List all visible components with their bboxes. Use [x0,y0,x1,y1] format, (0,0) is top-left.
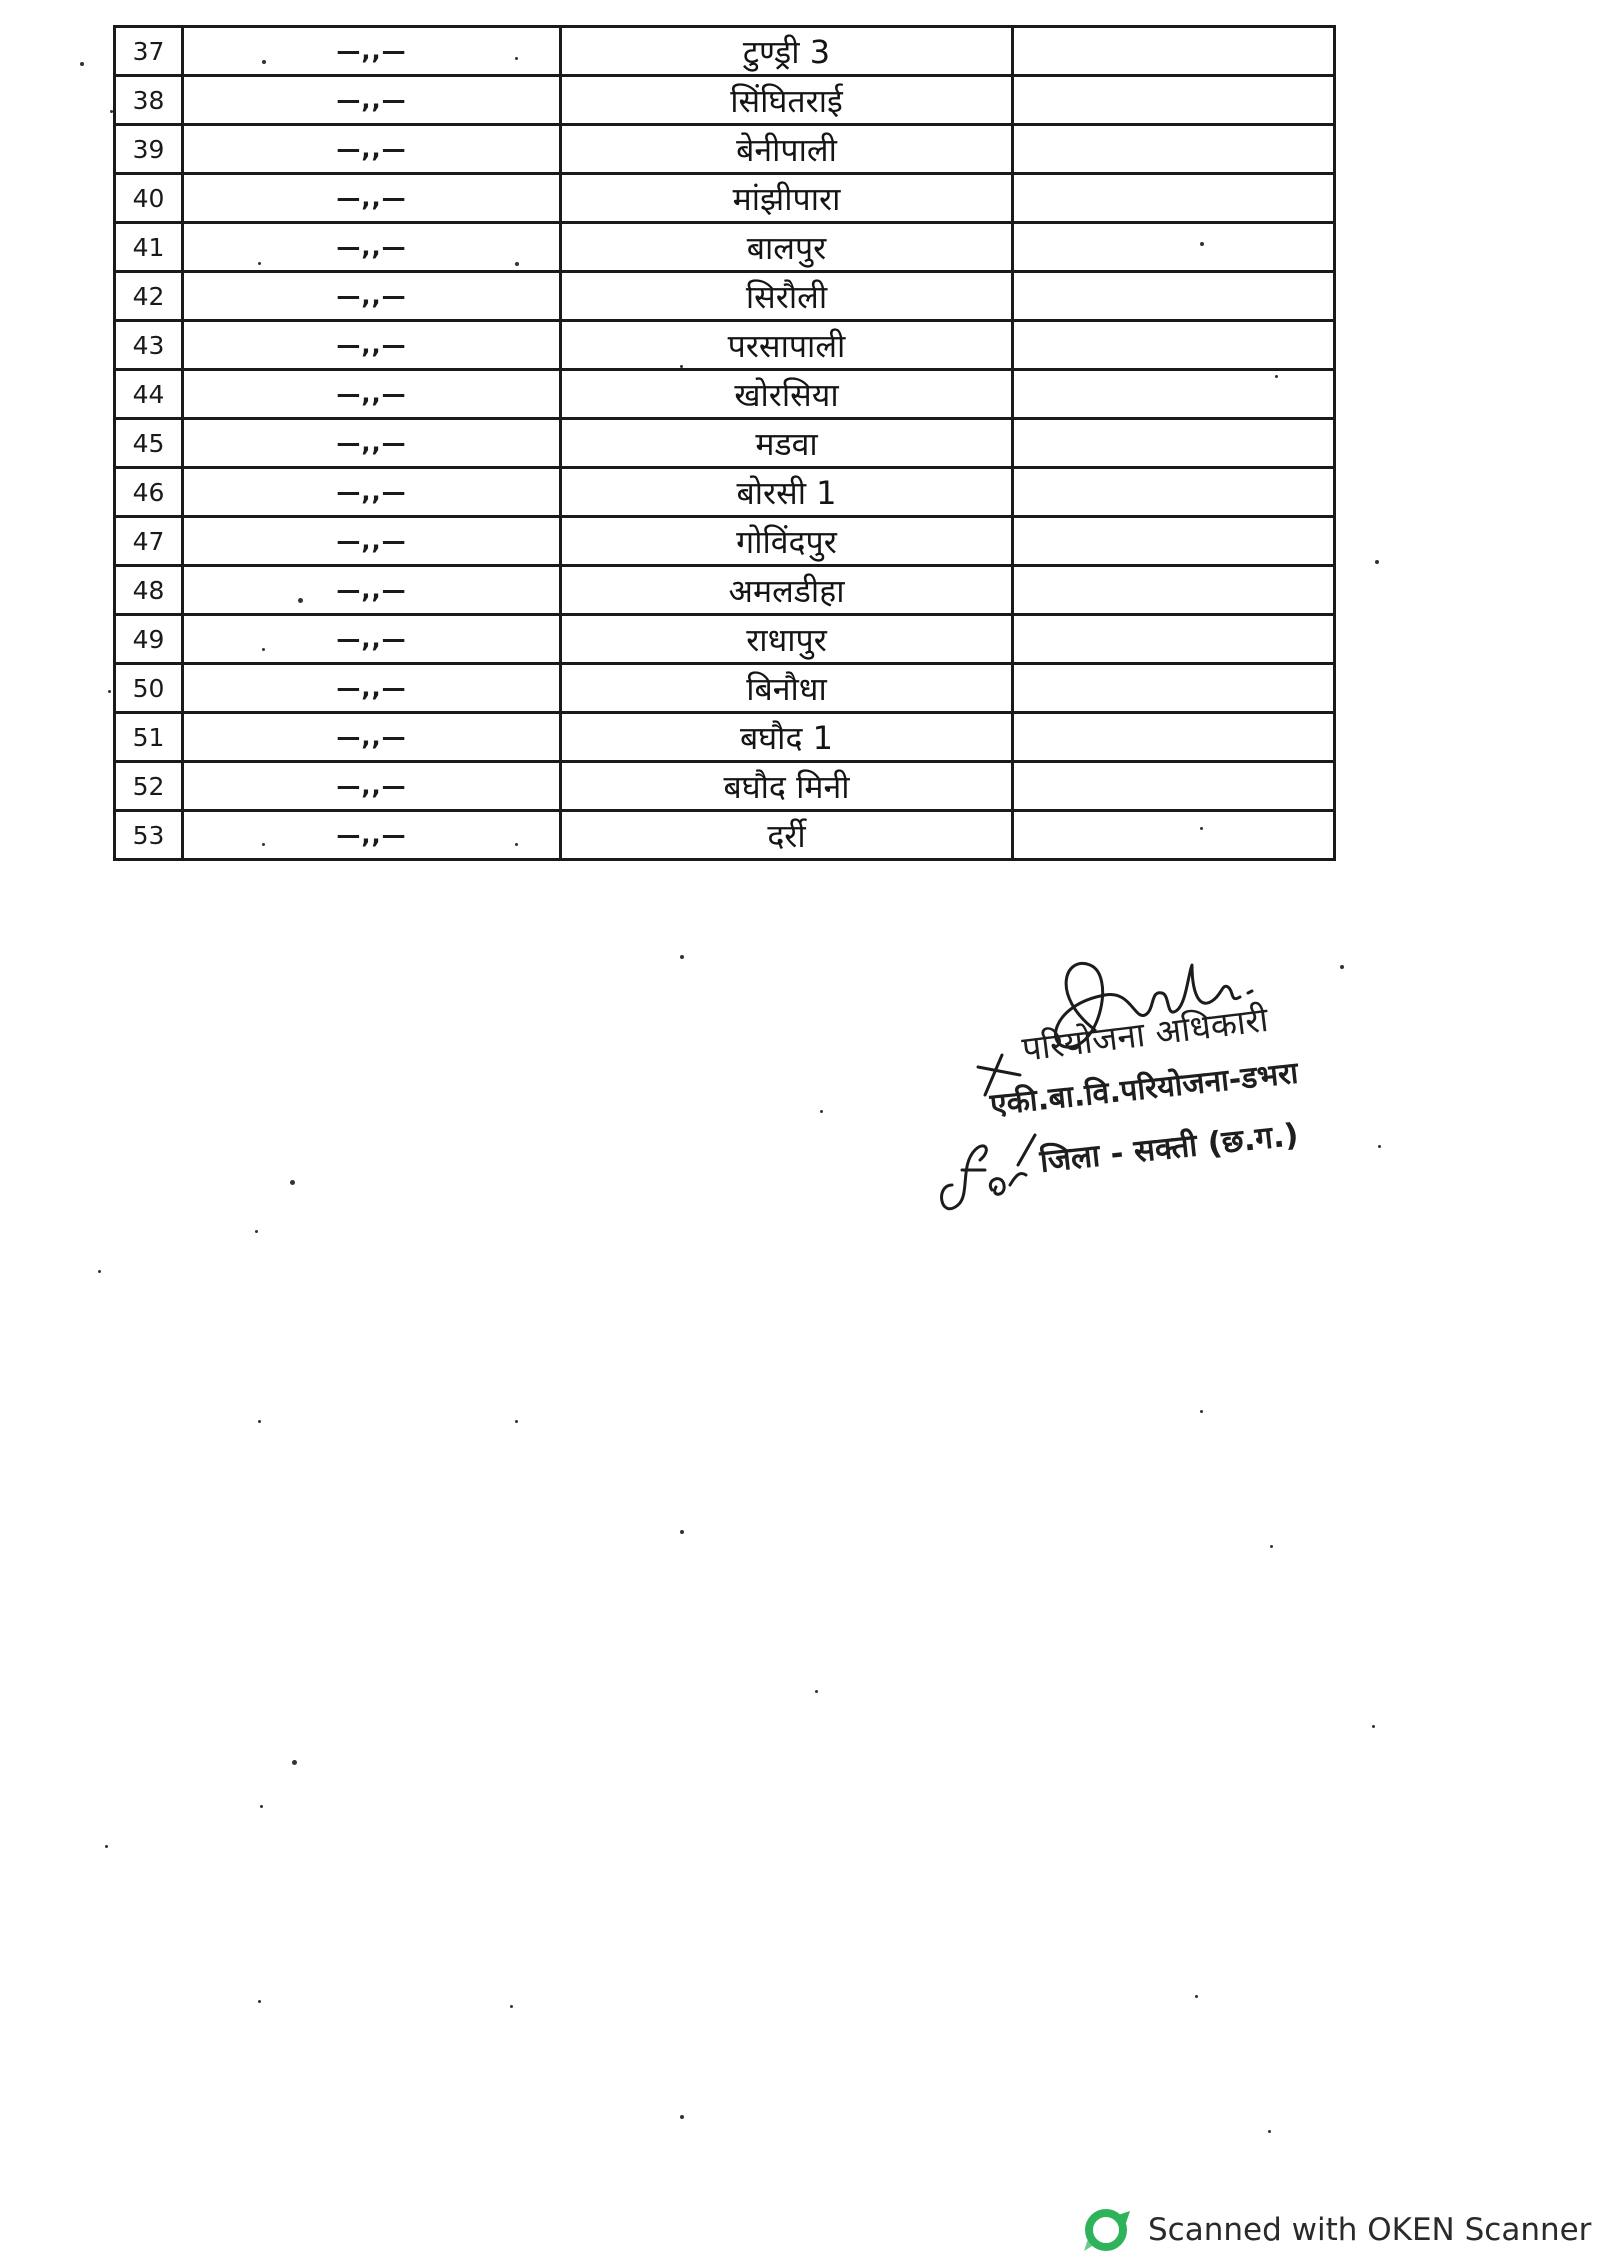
empty-cell [1013,27,1335,76]
table-row [115,272,1335,321]
serial-number: 53 [132,820,165,850]
ditto-mark: —,,— [336,135,407,163]
ditto-mark: —,,— [336,331,407,359]
empty-cell [1013,321,1335,370]
ditto-cell [183,174,561,223]
serial-number: 51 [132,722,165,752]
serial-number-cell [115,419,183,468]
ditto-cell [183,664,561,713]
table-row [115,664,1335,713]
table-row [115,517,1335,566]
table-row [115,223,1335,272]
village-name-cell [561,223,1013,272]
village-name-cell [561,811,1013,860]
table-row [115,566,1335,615]
empty-cell [1013,762,1335,811]
village-name-cell [561,566,1013,615]
scan-speck [80,62,84,66]
ditto-cell [183,713,561,762]
scan-speck [680,955,684,959]
serial-number: 46 [132,477,165,507]
ditto-cell [183,321,561,370]
village-name: परसापाली [727,326,846,365]
village-name-cell [561,517,1013,566]
village-name: बिनौधा [746,669,827,708]
serial-number-cell [115,370,183,419]
serial-number-cell [115,27,183,76]
ditto-mark: —,,— [336,674,407,702]
scan-speck [262,843,265,846]
serial-number: 43 [132,330,165,360]
oken-scanner-logo-icon [1082,2207,1134,2253]
scanner-watermark [1082,2205,1591,2255]
village-name: मडवा [755,424,818,463]
ditto-mark: —,,— [336,625,407,653]
empty-cell [1013,370,1335,419]
empty-cell [1013,419,1335,468]
scan-speck [105,1845,108,1848]
village-name: मांझीपारा [732,179,841,218]
ditto-mark: —,,— [336,429,407,457]
serial-number-cell [115,272,183,321]
village-name: खोरसिया [734,375,839,414]
ditto-mark: —,,— [336,37,407,65]
table-row [115,811,1335,860]
village-name-cell [561,272,1013,321]
scan-speck [515,1420,518,1423]
ditto-mark: —,,— [336,576,407,604]
serial-number-cell [115,615,183,664]
table-row [115,76,1335,125]
serial-number: 42 [132,281,165,311]
serial-number: 45 [132,428,165,458]
scan-speck [1200,242,1204,246]
ditto-cell [183,566,561,615]
ditto-cell [183,615,561,664]
village-name-cell [561,468,1013,517]
table-row [115,615,1335,664]
ditto-cell [183,419,561,468]
empty-cell [1013,76,1335,125]
ditto-mark: —,,— [336,723,407,751]
empty-cell [1013,272,1335,321]
serial-number-cell [115,125,183,174]
ditto-mark: —,,— [336,380,407,408]
serial-number-cell [115,76,183,125]
village-name: दर्री [767,816,806,855]
serial-number-cell [115,566,183,615]
ditto-cell [183,762,561,811]
village-name-cell [561,27,1013,76]
serial-number: 52 [132,771,165,801]
scan-speck [255,1230,258,1233]
scan-speck [680,2115,684,2119]
village-name-cell [561,174,1013,223]
scan-speck [1372,1725,1375,1728]
table-row [115,468,1335,517]
table-row [115,713,1335,762]
scan-speck [515,262,519,266]
serial-number-cell [115,664,183,713]
village-name: बोरसी 1 [736,473,837,512]
scanner-watermark-text: Scanned with OKEN Scanner [1148,2212,1592,2248]
stamp-district: जिला - सक्ती (छ.ग.) [1038,1116,1301,1180]
empty-cell [1013,811,1335,860]
scan-speck [262,648,265,651]
scan-speck [1378,1145,1381,1148]
ditto-mark: —,,— [336,527,407,555]
village-name-cell [561,125,1013,174]
village-name: बालपुर [746,228,827,267]
scan-speck [515,843,518,846]
scan-speck [260,1805,263,1808]
village-name-cell [561,76,1013,125]
serial-number: 39 [132,134,165,164]
serial-number: 40 [132,183,165,213]
serial-number: 48 [132,575,165,605]
village-name-cell [561,713,1013,762]
empty-cell [1013,468,1335,517]
ditto-mark: —,,— [336,184,407,212]
ditto-mark: —,,— [336,86,407,114]
serial-number: 41 [132,232,165,262]
ditto-mark: —,,— [336,821,407,849]
empty-cell [1013,713,1335,762]
ditto-cell [183,468,561,517]
empty-cell [1013,664,1335,713]
village-name-cell [561,419,1013,468]
ditto-cell [183,272,561,321]
ditto-cell [183,76,561,125]
serial-number-cell [115,517,183,566]
scan-speck [1195,1995,1198,1998]
scan-speck [1340,965,1344,969]
ditto-cell [183,223,561,272]
serial-number: 49 [132,624,165,654]
ditto-mark: —,,— [336,233,407,261]
serial-number-cell [115,811,183,860]
empty-cell [1013,615,1335,664]
village-name: अमलडीहा [728,571,845,610]
scan-speck [110,110,113,113]
scan-speck [298,598,303,603]
village-name: टुण्ड्री 3 [742,32,831,71]
scan-speck [258,1420,261,1423]
village-name-cell [561,615,1013,664]
scan-speck [108,690,111,693]
scan-speck [510,2005,513,2008]
village-name-cell [561,664,1013,713]
scan-speck [1200,827,1203,830]
scan-speck [262,60,266,64]
table-row [115,419,1335,468]
scan-speck [1375,560,1379,564]
village-name: राधापुर [746,620,827,659]
ditto-cell [183,370,561,419]
stamp-office: एकी.बा.वि.परियोजना-डभरा [988,1055,1300,1123]
village-list-body [115,27,1335,860]
ditto-mark: —,,— [336,772,407,800]
scan-speck [1275,375,1278,378]
stamp-designation: परियोजना अधिकारी [1019,999,1271,1070]
serial-number: 44 [132,379,165,409]
scan-speck [680,1530,684,1534]
scan-speck [1270,1545,1273,1548]
village-name: सिरौली [745,277,828,316]
village-name: बेनीपाली [736,130,837,169]
village-name-cell [561,321,1013,370]
ditto-cell [183,517,561,566]
table-row [115,27,1335,76]
empty-cell [1013,125,1335,174]
table-row [115,174,1335,223]
serial-number: 38 [132,85,165,115]
village-name: बघौद 1 [740,718,833,757]
serial-number: 47 [132,526,165,556]
scan-speck [515,57,518,60]
scan-speck [258,262,261,265]
serial-number-cell [115,468,183,517]
ditto-cell [183,125,561,174]
scan-speck [258,2000,261,2003]
scan-speck [1268,2130,1271,2133]
table-row [115,370,1335,419]
table-row [115,762,1335,811]
scan-speck [292,1760,297,1765]
scan-speck [1200,1410,1203,1413]
village-list-table-wrap [113,25,1333,861]
scan-speck [98,1270,101,1273]
serial-number-cell [115,321,183,370]
serial-number-cell [115,762,183,811]
table-row [115,321,1335,370]
empty-cell [1013,566,1335,615]
village-name: बघौद मिनी [723,767,850,806]
serial-number: 37 [132,36,165,66]
ditto-cell [183,811,561,860]
serial-number: 50 [132,673,165,703]
village-list-table [113,25,1336,861]
scan-speck [820,1110,823,1113]
scan-speck [815,1690,818,1693]
ditto-mark: —,,— [336,282,407,310]
table-row [115,125,1335,174]
scan-speck [680,365,683,368]
ditto-mark: —,,— [336,478,407,506]
serial-number-cell [115,223,183,272]
ditto-cell [183,27,561,76]
serial-number-cell [115,174,183,223]
empty-cell [1013,517,1335,566]
serial-number-cell [115,713,183,762]
empty-cell [1013,223,1335,272]
village-name: सिंघितराई [730,81,843,120]
empty-cell [1013,174,1335,223]
scan-speck [290,1180,295,1185]
village-name: गोविंदपुर [736,522,837,561]
official-stamp-signature [930,935,1390,1235]
village-name-cell [561,762,1013,811]
village-name-cell [561,370,1013,419]
